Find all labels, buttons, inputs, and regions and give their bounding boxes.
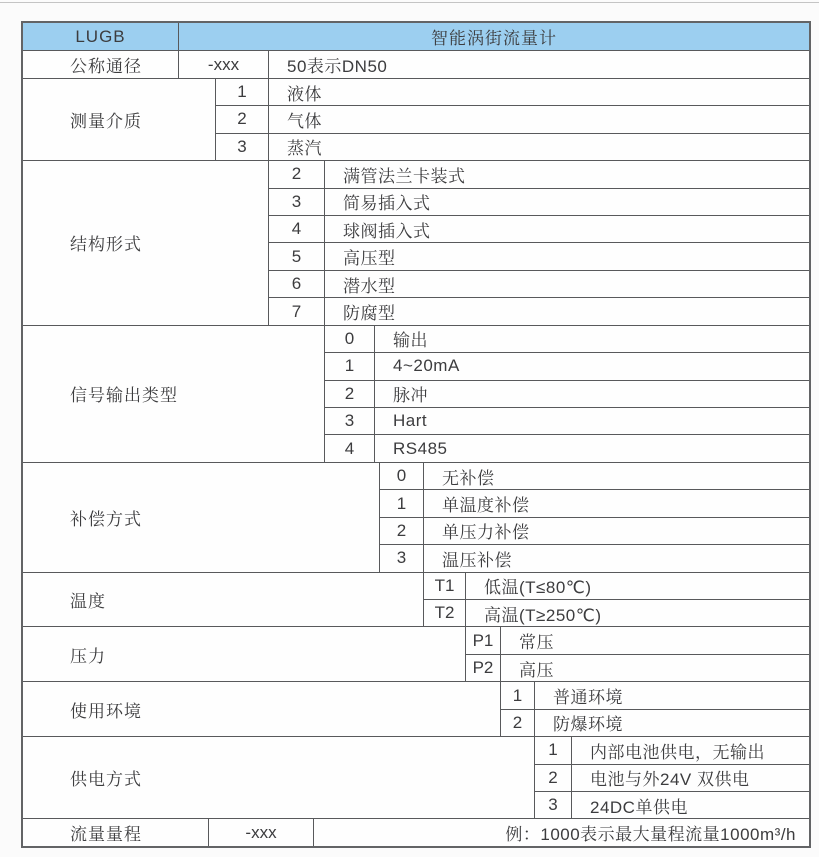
option-row: [535, 737, 809, 763]
option-desc: 24DC单供电: [590, 797, 688, 817]
option-code: T2: [424, 600, 466, 626]
group-options-measuring-medium: [216, 79, 809, 160]
option-desc: 电池与外24V 双供电: [590, 770, 750, 790]
option-row: [325, 352, 809, 379]
option-row: [424, 573, 809, 599]
group-label-measuring-medium: 测量介质: [23, 79, 216, 160]
option-desc: 输出: [393, 331, 428, 351]
group-options-compensation-mode: [380, 463, 809, 572]
option-row: [535, 791, 809, 818]
option-row: [216, 133, 809, 160]
option-row: [466, 654, 809, 681]
option-desc: 单压力补偿: [442, 523, 530, 543]
option-desc: 4~20mA: [393, 356, 460, 376]
option-row: [424, 599, 809, 626]
option-row: [501, 709, 809, 736]
table-header-row: [23, 23, 809, 50]
group-label-nominal-diameter: 公称通径: [23, 51, 179, 77]
option-code: 3: [325, 408, 375, 434]
option-row: [380, 489, 809, 516]
option-code: 2: [535, 765, 572, 791]
spec-group-power-supply-mode: [23, 736, 809, 818]
group-label-flow-range: 流量量程: [23, 819, 209, 845]
group-options-flow-range: [209, 819, 809, 845]
group-options-operating-environment: [501, 682, 809, 736]
option-code: 1: [535, 737, 572, 763]
option-code: 3: [269, 189, 325, 215]
option-desc: 单温度补偿: [442, 496, 530, 515]
spec-group-operating-environment: [23, 681, 809, 736]
model-prefix-cell: LUGB: [23, 23, 179, 50]
option-code: 1: [216, 79, 269, 105]
option-row: [209, 819, 809, 845]
option-desc: 低温(T≤80℃): [484, 578, 592, 598]
option-code: 2: [269, 161, 325, 187]
spec-group-measuring-medium: [23, 78, 809, 160]
option-desc: 常压: [519, 633, 554, 653]
option-row: [325, 326, 809, 352]
option-row: [269, 161, 809, 187]
option-row: [269, 270, 809, 297]
group-options-nominal-diameter: [179, 51, 809, 77]
option-desc: 无补偿: [442, 468, 495, 488]
group-options-temperature: [424, 573, 809, 627]
option-code: P1: [466, 627, 501, 653]
group-label-pressure: 压力: [23, 627, 466, 681]
spec-group-compensation-mode: [23, 462, 809, 572]
option-desc: 简易插入式: [343, 194, 431, 214]
spec-group-temperature: [23, 572, 809, 627]
option-row: [325, 380, 809, 407]
option-row: [380, 463, 809, 489]
option-desc: 潜水型: [343, 276, 396, 296]
option-row: [269, 297, 809, 324]
option-desc: 高温(T≥250℃): [484, 605, 602, 625]
option-row: [269, 215, 809, 242]
option-desc: Hart: [393, 411, 428, 431]
option-row: [466, 627, 809, 653]
option-desc: 满管法兰卡装式: [343, 166, 466, 186]
group-options-signal-output-type: [325, 326, 809, 462]
option-code: 1: [380, 490, 424, 516]
group-label-signal-output-type: 信号输出类型: [23, 326, 325, 462]
group-label-power-supply-mode: 供电方式: [23, 737, 535, 818]
option-row: [325, 434, 809, 461]
option-code: 4: [325, 435, 375, 461]
option-code: 2: [380, 518, 424, 544]
spec-group-pressure: [23, 626, 809, 681]
option-desc: 内部电池供电，无输出: [590, 742, 765, 762]
option-code: 5: [269, 243, 325, 269]
option-row: [269, 188, 809, 215]
option-desc: RS485: [393, 438, 448, 458]
option-desc: 液体: [287, 84, 322, 104]
option-code: 3: [216, 134, 269, 160]
option-desc: 普通环境: [553, 688, 623, 707]
option-code: 6: [269, 271, 325, 297]
option-code: 2: [216, 106, 269, 132]
option-code: 1: [325, 353, 375, 379]
option-row: [269, 242, 809, 269]
option-desc: 脉冲: [393, 386, 428, 406]
option-code: 3: [380, 545, 424, 571]
option-row: [179, 51, 809, 77]
group-label-structure-type: 结构形式: [23, 161, 269, 325]
option-code: 3: [535, 792, 572, 818]
option-desc: 蒸汽: [287, 139, 322, 159]
spec-group-signal-output-type: [23, 325, 809, 462]
group-label-operating-environment: 使用环境: [23, 682, 501, 736]
option-row: [380, 544, 809, 571]
option-code: -xxx: [179, 51, 269, 77]
spec-group-flow-range: [23, 818, 809, 845]
option-desc: 温压补偿: [442, 550, 512, 570]
option-code: -xxx: [209, 819, 314, 845]
option-code: 2: [325, 381, 375, 407]
option-code: P2: [466, 655, 501, 681]
option-desc: 气体: [287, 111, 322, 131]
option-desc: 例：1000表示最大量程流量1000m³/h: [505, 825, 796, 845]
option-desc: 球阀插入式: [343, 221, 431, 241]
option-code: 2: [501, 710, 535, 736]
option-code: 1: [501, 682, 535, 708]
option-desc: 50表示DN50: [287, 57, 388, 77]
option-code: 4: [269, 216, 325, 242]
group-label-compensation-mode: 补偿方式: [23, 463, 380, 572]
option-row: [535, 764, 809, 791]
group-label-temperature: 温度: [23, 573, 424, 627]
option-row: [380, 517, 809, 544]
option-row: [325, 407, 809, 434]
option-row: [216, 79, 809, 105]
option-code: 7: [269, 298, 325, 324]
option-code: T1: [424, 573, 466, 599]
option-code: 0: [380, 463, 424, 489]
option-desc: 防爆环境: [553, 715, 623, 735]
group-options-structure-type: [269, 161, 809, 325]
option-desc: 防腐型: [343, 304, 396, 324]
option-row: [501, 682, 809, 708]
spec-group-nominal-diameter: [23, 50, 809, 77]
page-top-edge-line: [0, 2, 819, 3]
product-name-cell: 智能涡街流量计: [431, 29, 557, 49]
spec-group-structure-type: [23, 160, 809, 325]
option-code: 0: [325, 326, 375, 352]
option-desc: 高压型: [343, 249, 396, 269]
group-options-pressure: [466, 627, 809, 681]
model-selection-table: [21, 21, 811, 848]
option-desc: 高压: [519, 660, 554, 680]
group-options-power-supply-mode: [535, 737, 809, 818]
option-row: [216, 105, 809, 132]
